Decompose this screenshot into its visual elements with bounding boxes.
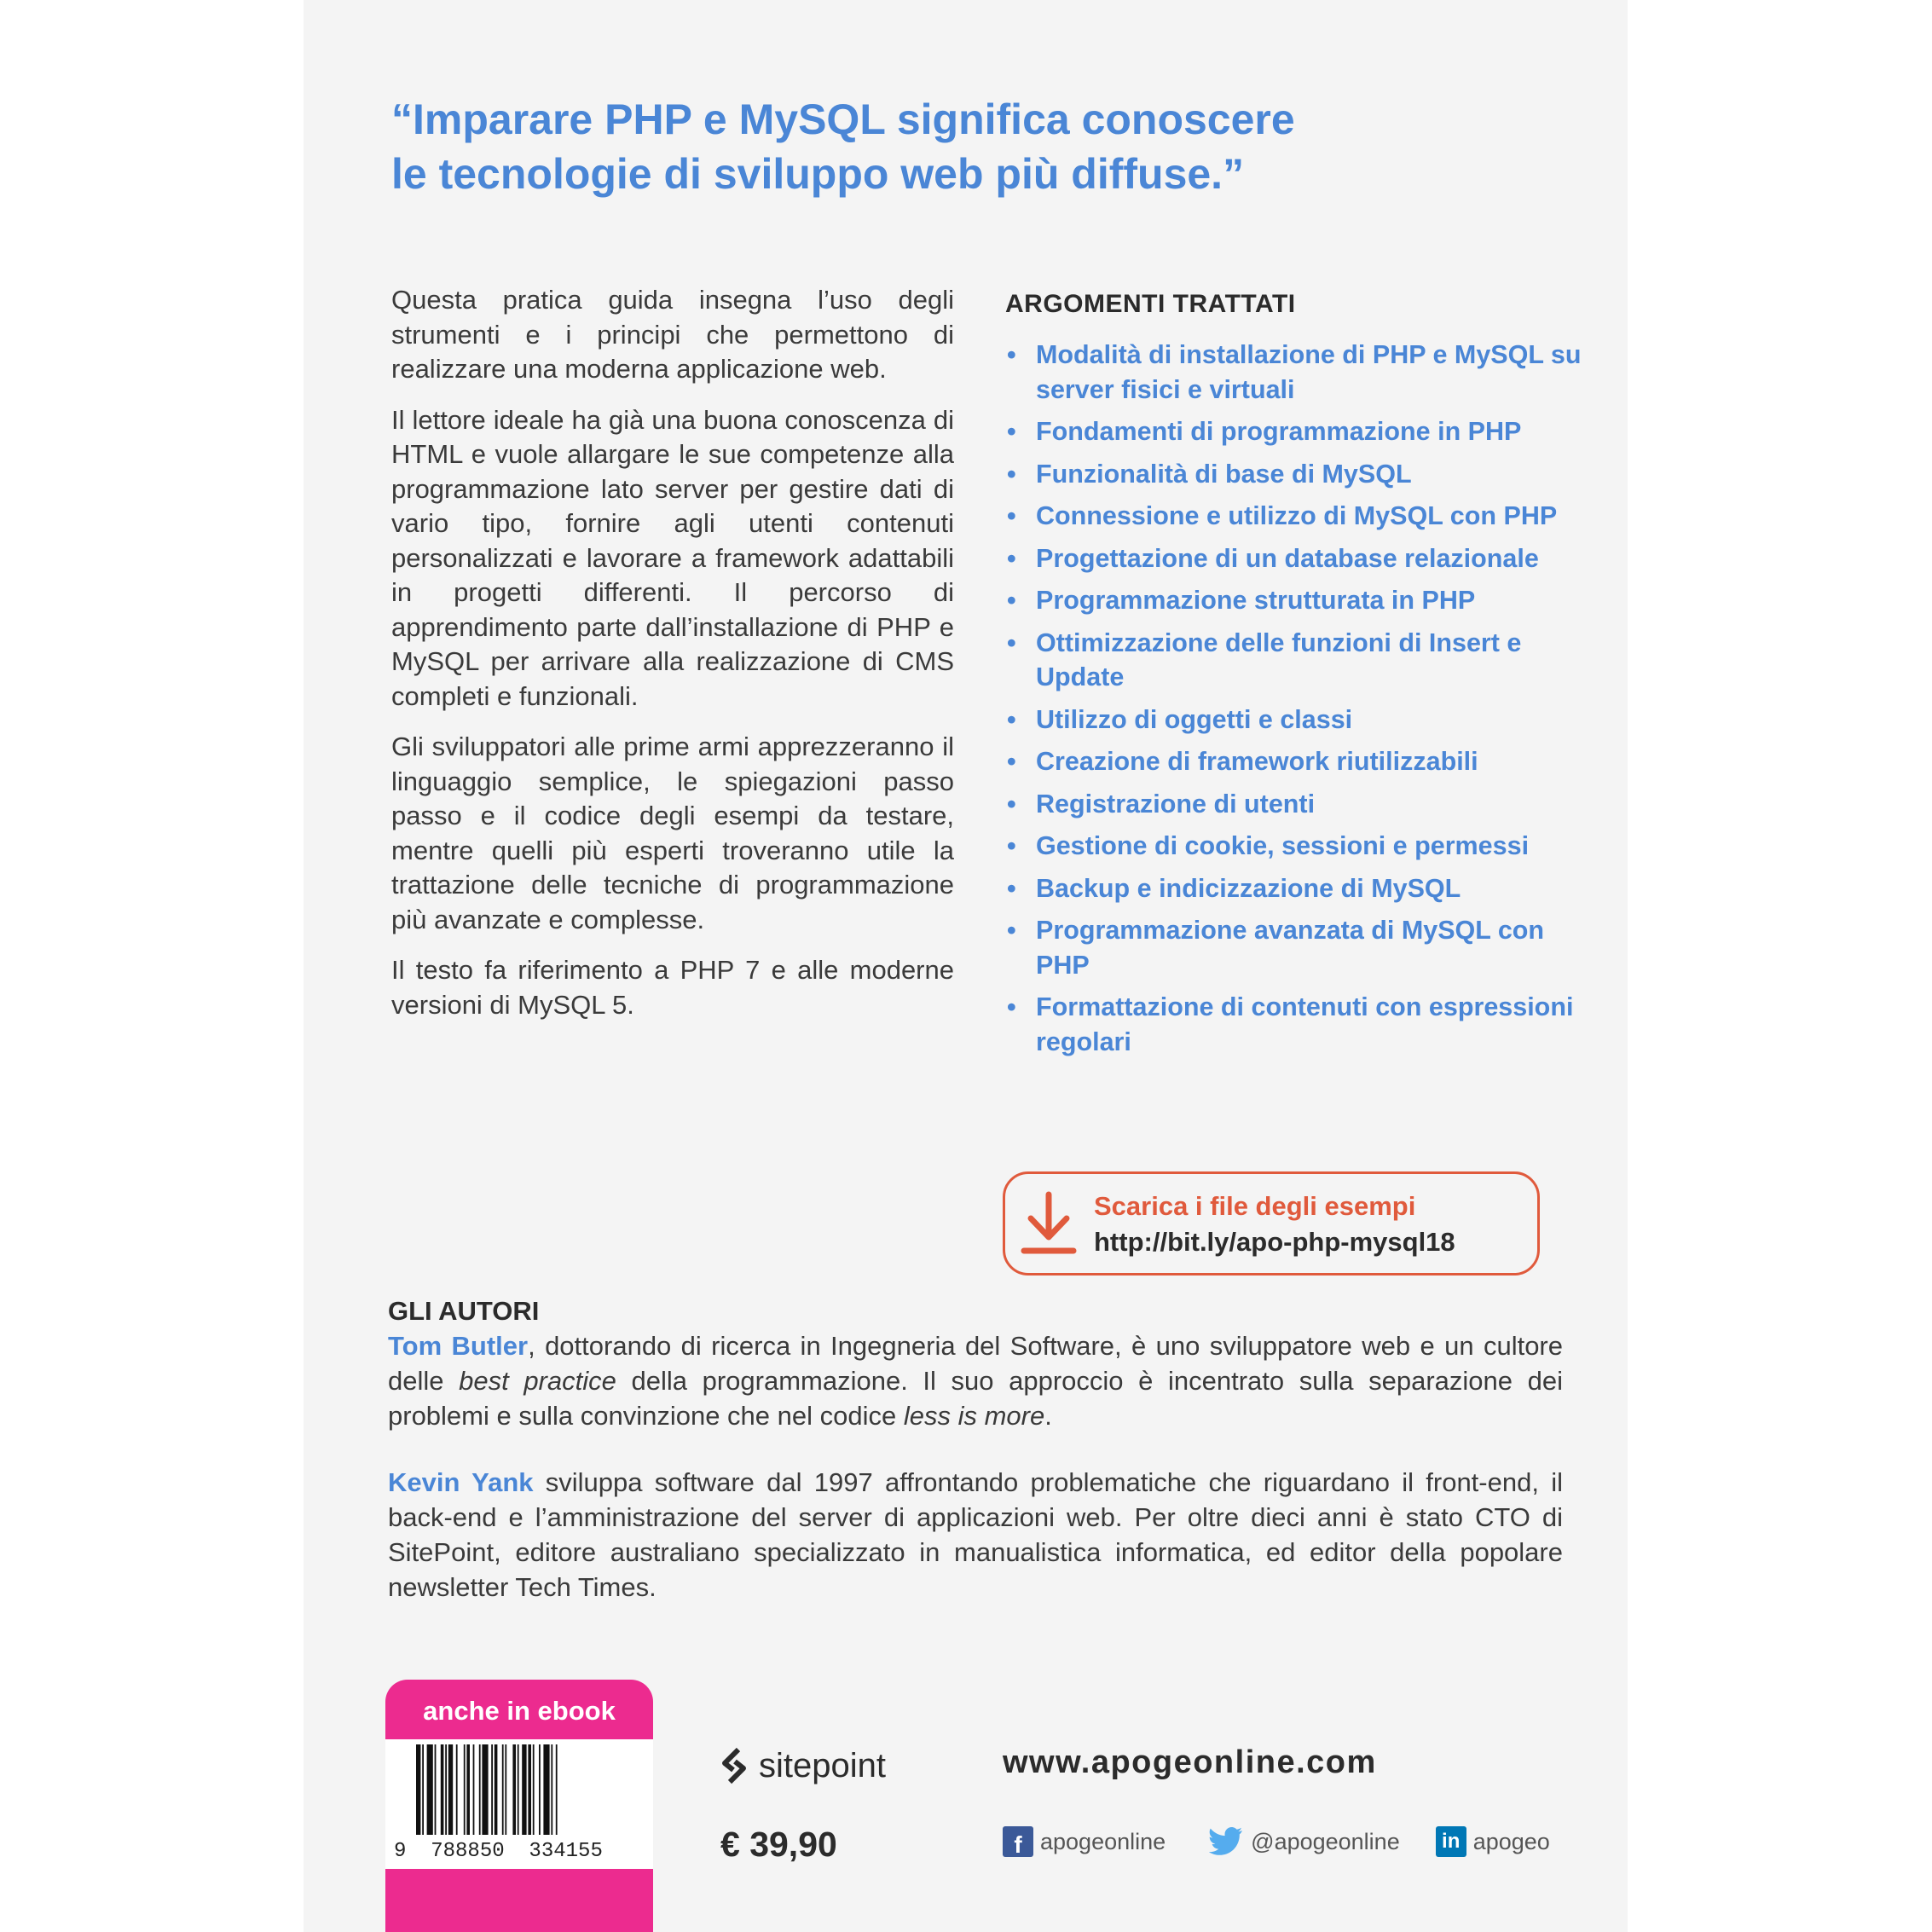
download-url-link[interactable]: http://bit.ly/apo-php-mysql18 <box>1094 1227 1455 1257</box>
intro-paragraph: Questa pratica guida insegna l’uso degli strumenti e i principi che permettono di realizzare una moderna applicazione web. <box>391 285 954 384</box>
barcode <box>385 1739 653 1869</box>
intro-paragraph: Il testo fa riferimento a PHP 7 e alle moderne versioni di MySQL 5. <box>391 955 954 1020</box>
sitepoint-logo-icon <box>718 1746 750 1785</box>
isbn-digits: 9 788850 334155 <box>394 1840 603 1863</box>
download-icon <box>1021 1191 1077 1259</box>
intro-paragraph: Il lettore ideale ha già una buona conoscenza di HTML e vuole allargare le sue competenze alla programmazione lato server per gestire dati di vario tipo, fornire agli utenti contenuti personalizzati e lavorare a framework adattabili in progetti differenti. Il percorso di apprendimento parte dall’installazione di PHP e MySQL per arrivare alla realizzazione di CMS completi e funzionali. <box>391 404 954 711</box>
quote-line-1: “Imparare PHP e MySQL significa conoscere <box>391 95 1295 143</box>
topic-item: • Creazione di framework riutilizzabili <box>1005 744 1585 779</box>
topic-item: • Ottimizzazione delle funzioni di Insert e Update <box>1005 626 1585 695</box>
social-twitter[interactable] <box>1208 1826 1400 1857</box>
author-name: Kevin Yank <box>388 1467 534 1497</box>
social-links <box>1003 1826 1550 1857</box>
topic-item: • Formattazione di contenuti con espressioni regolari <box>1005 990 1585 1059</box>
author-bio-yank <box>388 1465 1563 1605</box>
intro-paragraph: Gli sviluppatori alle prime armi apprezzeranno il linguaggio semplice, le spiegazioni passo passo e il codice degli esempi da testare, mentre quelli più esperti troveranno utile la trattazione delle tecniche di programmazione più avanzate e complesse. <box>391 732 954 934</box>
ebook-band <box>385 1869 653 1932</box>
intro-text <box>391 283 954 1038</box>
author-bio-butler <box>388 1328 1563 1433</box>
ebook-badge: anche in ebook <box>385 1680 653 1739</box>
authors-title: GLI AUTORI <box>388 1296 540 1326</box>
topics-list <box>1005 338 1585 1067</box>
author-bio-emphasis: best practice <box>459 1366 616 1396</box>
author-bio-text: della programmazione. Il suo approccio è incentrato sulla separazione dei problemi e sulla convinzione che nel codice <box>388 1366 1564 1431</box>
topic-item: • Connessione e utilizzo di MySQL con PHP <box>1005 499 1585 534</box>
author-bio-text: sviluppa software dal 1997 affrontando problematiche che riguardano il front-end, il back-end e l’amministrazione del server di applicazioni web. Per oltre dieci anni è stato CTO di SitePoint, editore australiano specializzato in manualistica informatica, ed editor della popolare newsletter Tech Times. <box>388 1467 1563 1602</box>
topic-item: • Gestione di cookie, sessioni e permessi <box>1005 829 1585 864</box>
topic-item: • Programmazione strutturata in PHP <box>1005 583 1585 618</box>
topic-item: • Programmazione avanzata di MySQL con PHP <box>1005 913 1585 982</box>
topic-item: • Modalità di installazione di PHP e MySQL su server fisici e virtuali <box>1005 338 1585 407</box>
publisher-logo <box>718 1746 886 1785</box>
download-label: Scarica i file degli esempi <box>1094 1191 1416 1221</box>
social-handle: apogeo <box>1472 1828 1550 1854</box>
author-bio-emphasis: less is more <box>903 1401 1045 1431</box>
author-bio-text: , dottorando di ricerca in Ingegneria del Software, è uno sviluppatore web e un cultore delle <box>388 1331 1563 1396</box>
quote-line-2: le tecnologie di sviluppo web più diffuse.” <box>391 150 1245 198</box>
topic-item: • Registrazione di utenti <box>1005 787 1585 822</box>
social-facebook[interactable] <box>1003 1826 1166 1857</box>
social-handle: apogeonline <box>1040 1828 1166 1854</box>
publisher-name: sitepoint <box>759 1746 886 1784</box>
topic-item: • Utilizzo di oggetti e classi <box>1005 703 1585 738</box>
download-examples-box[interactable] <box>1003 1171 1540 1275</box>
social-handle: @apogeonline <box>1251 1828 1400 1854</box>
topic-item: • Backup e indicizzazione di MySQL <box>1005 871 1585 906</box>
barcode-bars <box>385 1744 653 1840</box>
twitter-icon <box>1208 1826 1244 1857</box>
topic-item: • Funzionalità di base di MySQL <box>1005 457 1585 492</box>
cover-quote <box>391 92 1500 201</box>
author-bio-text: . <box>1044 1401 1052 1431</box>
topic-item: • Progettazione di un database relazionale <box>1005 541 1585 576</box>
social-linkedin[interactable] <box>1436 1826 1550 1857</box>
linkedin-icon: in <box>1436 1826 1466 1857</box>
author-name: Tom Butler <box>388 1331 529 1361</box>
facebook-icon: f <box>1003 1826 1033 1857</box>
topics-title: ARGOMENTI TRATTATI <box>1005 290 1296 318</box>
price: € 39,90 <box>720 1825 837 1864</box>
website-link[interactable]: www.apogeonline.com <box>1003 1744 1377 1780</box>
topic-item: • Fondamenti di programmazione in PHP <box>1005 414 1585 449</box>
